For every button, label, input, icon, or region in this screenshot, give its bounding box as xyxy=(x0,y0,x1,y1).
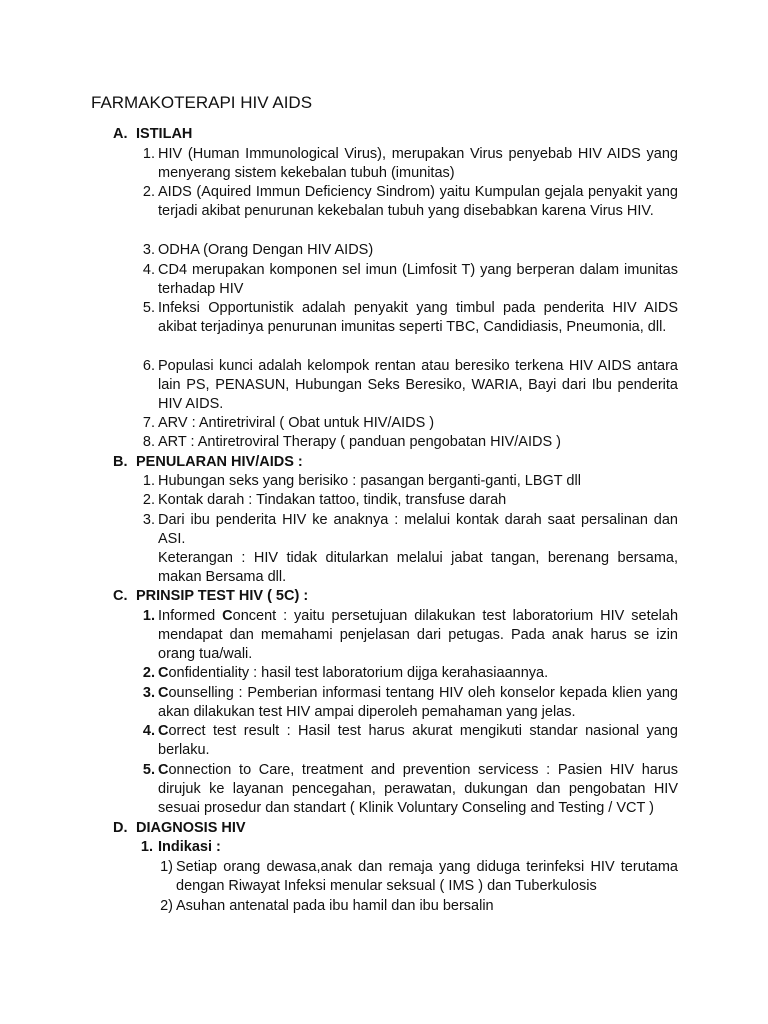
subsection-number: 1. xyxy=(140,839,153,855)
item-number: 8. xyxy=(142,434,155,450)
section-c-heading xyxy=(113,588,308,604)
item-text: Populasi kunci adalah kelompok rentan atau beresiko terkena HIV AIDS antara lain PS, PENASUN, Hubungan Seks Beresiko, WARIA, Bayi dari Ibu penderita HIV AIDS. xyxy=(158,358,678,412)
item-text: Asuhan antenatal pada ibu hamil dan ibu bersalin xyxy=(176,898,494,914)
item-text: Connection to Care, treatment and prevention servicess : Pasien HIV harus dirujuk ke layanan pencegahan, perawatan, dukungan dan pengobatan HIV sesuai prosedur dan standart ( Klinik Voluntary Conseling and Testing / VCT ) xyxy=(158,762,678,816)
list-item xyxy=(133,491,678,510)
list-item xyxy=(133,183,678,221)
item-number: 3. xyxy=(142,242,155,258)
item-text: Hubungan seks yang berisiko : pasangan berganti-ganti, LBGT dll xyxy=(158,473,581,489)
list-item xyxy=(133,414,678,433)
item-number: 6. xyxy=(142,358,155,374)
section-letter: A. xyxy=(113,126,128,142)
list-item xyxy=(151,897,678,916)
list-item xyxy=(133,511,678,549)
item-number: 4. xyxy=(142,262,155,278)
item-text: Confidentiality : hasil test laboratorium dijga kerahasiaannya. xyxy=(158,665,549,681)
item-text: Infeksi Opportunistik adalah penyakit yang timbul pada penderita HIV AIDS akibat terjadinya penurunan imunitas seperti TBC, Candidiasis, Pneumonia, dll. xyxy=(158,300,678,335)
subsection-title: Indikasi : xyxy=(158,839,221,855)
item-text: Informed Concent : yaitu persetujuan dilakukan test laboratorium HIV setelah mendapat dan memahami penjelasan dari petugas. Pada anak harus se izin orang tua/wali. xyxy=(158,608,679,662)
list-item xyxy=(133,433,678,452)
item-number: 5. xyxy=(142,300,155,316)
item-number: 1. xyxy=(142,473,155,489)
item-number: 1. xyxy=(142,608,155,624)
item-text: Correct test result : Hasil test harus akurat mengikuti standar nasional yang berlaku. xyxy=(158,723,678,758)
section-title: DIAGNOSIS HIV xyxy=(136,820,246,836)
item-number: 3. xyxy=(142,512,155,528)
list-item xyxy=(133,607,678,664)
item-text: ODHA (Orang Dengan HIV AIDS) xyxy=(158,242,374,258)
section-a-heading xyxy=(113,126,192,142)
note-text: Keterangan : HIV tidak ditularkan melalui jabat tangan, berenang bersama, makan Bersama dll. xyxy=(158,550,678,585)
item-number: 1. xyxy=(142,146,155,162)
list-item xyxy=(133,241,678,260)
item-number: 3. xyxy=(142,685,155,701)
section-b-heading xyxy=(113,454,303,470)
list-item xyxy=(133,761,678,818)
item-number: 2. xyxy=(142,184,155,200)
item-number: 2) xyxy=(160,898,173,914)
item-text: ART : Antiretroviral Therapy ( panduan pengobatan HIV/AIDS ) xyxy=(158,434,562,450)
item-text: Dari ibu penderita HIV ke anaknya : melalui kontak darah saat persalinan dan ASI. xyxy=(158,512,678,547)
item-number: 7. xyxy=(142,415,155,431)
item-text: AIDS (Aquired Immun Deficiency Sindrom) yaitu Kumpulan gejala penyakit yang terjadi akibat penurunan kekebalan tubuh yang disebabkan karena Virus HIV. xyxy=(158,184,678,219)
section-d-heading xyxy=(113,820,246,836)
list-item xyxy=(133,357,678,414)
section-letter: C. xyxy=(113,588,128,604)
item-number: 2. xyxy=(142,492,155,508)
list-item xyxy=(133,684,678,722)
section-letter: B. xyxy=(113,454,128,470)
list-item xyxy=(133,722,678,760)
section-title: PRINSIP TEST HIV ( 5C) : xyxy=(136,588,309,604)
item-number: 1) xyxy=(160,859,173,875)
list-item xyxy=(133,472,678,491)
list-item xyxy=(133,261,678,299)
list-item xyxy=(133,664,678,683)
item-number: 4. xyxy=(142,723,155,739)
section-letter: D. xyxy=(113,820,128,836)
subsection-heading xyxy=(133,839,221,855)
list-item xyxy=(133,145,678,183)
item-number: 2. xyxy=(142,665,155,681)
item-text: Counselling : Pemberian informasi tentang HIV oleh konselor kepada klien yang akan dilakukan test HIV ampai diperoleh pemahaman yang jelas. xyxy=(158,685,678,720)
item-text: ARV : Antiretriviral ( Obat untuk HIV/AIDS ) xyxy=(158,415,435,431)
list-item xyxy=(133,299,678,337)
item-text: Setiap orang dewasa,anak dan remaja yang diduga terinfeksi HIV terutama dengan Riwayat Infeksi menular seksual ( IMS ) dan Tuberkulosis xyxy=(176,859,678,894)
item-number: 5. xyxy=(142,762,155,778)
list-item xyxy=(151,858,678,896)
item-text: HIV (Human Immunological Virus), merupakan Virus penyebab HIV AIDS yang menyerang sistem kekebalan tubuh (imunitas) xyxy=(158,146,678,181)
section-title: ISTILAH xyxy=(136,126,193,142)
section-title: PENULARAN HIV/AIDS : xyxy=(136,454,303,470)
page-title: FARMAKOTERAPI HIV AIDS xyxy=(91,93,313,112)
item-text: Kontak darah : Tindakan tattoo, tindik, transfuse darah xyxy=(158,492,507,508)
item-text: CD4 merupakan komponen sel imun (Limfosit T) yang berperan dalam imunitas terhadap HIV xyxy=(158,262,678,297)
